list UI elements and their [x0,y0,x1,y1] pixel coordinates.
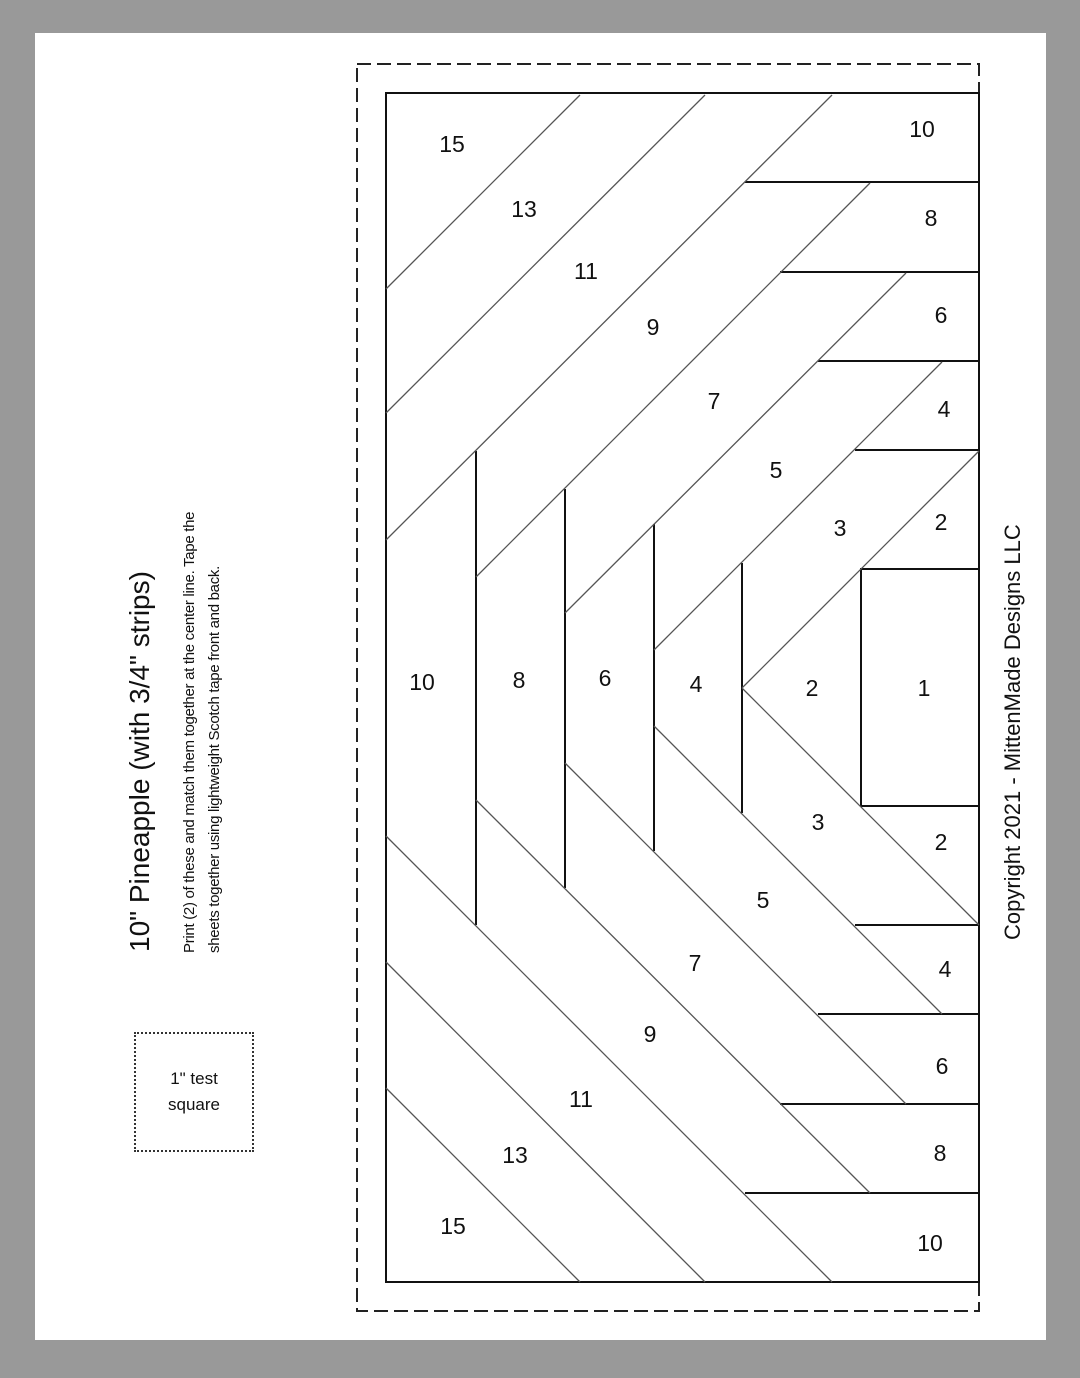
piece-number: 7 [707,388,721,415]
test-square-label-line-1: 1" test [170,1068,218,1088]
piece-number: 13 [511,196,537,223]
piece-number: 11 [574,258,598,285]
piece-number: 2 [934,509,948,536]
copyright-notice: Copyright 2021 - MittenMade Designs LLC [1000,524,1025,940]
piece-number: 1 [917,675,931,702]
piece-number: 8 [933,1140,947,1167]
piece-number: 15 [440,1213,466,1240]
instructions-line-1: Print (2) of these and match them together at the center line. Tape the [181,511,198,953]
piece-number: 9 [646,314,660,341]
piece-number: 4 [937,396,951,423]
piece-number: 11 [569,1086,593,1113]
piece-number: 8 [512,667,526,694]
piece-number: 4 [689,671,703,698]
pattern-title: 10" Pineapple (with 3/4" strips) [124,571,155,952]
piece-number: 8 [924,205,938,232]
piece-number: 4 [938,956,952,983]
piece-number: 6 [935,1053,949,1080]
piece-number: 2 [805,675,819,702]
piece-number: 9 [643,1021,657,1048]
piece-number: 15 [439,131,465,158]
test-square-label-line-2: square [168,1095,220,1114]
piece-number: 13 [502,1142,528,1169]
piece-number: 10 [917,1230,943,1257]
seam-allowance-border [357,64,979,1311]
piece-number: 5 [769,457,783,484]
piece-number: 3 [833,515,847,542]
piece-number: 5 [756,887,770,914]
piece-number: 2 [934,829,948,856]
top-diagonal-seams [386,95,979,688]
piece-number: 3 [811,809,825,836]
test-square [134,1032,254,1152]
piece-number: 10 [409,669,435,696]
piece-number: 6 [934,302,948,329]
piece-number: 10 [909,116,935,143]
piece-number: 7 [688,950,702,977]
piece-number: 6 [598,665,612,692]
instructions-line-2: sheets together using lightweight Scotch tape front and back. [206,566,223,953]
